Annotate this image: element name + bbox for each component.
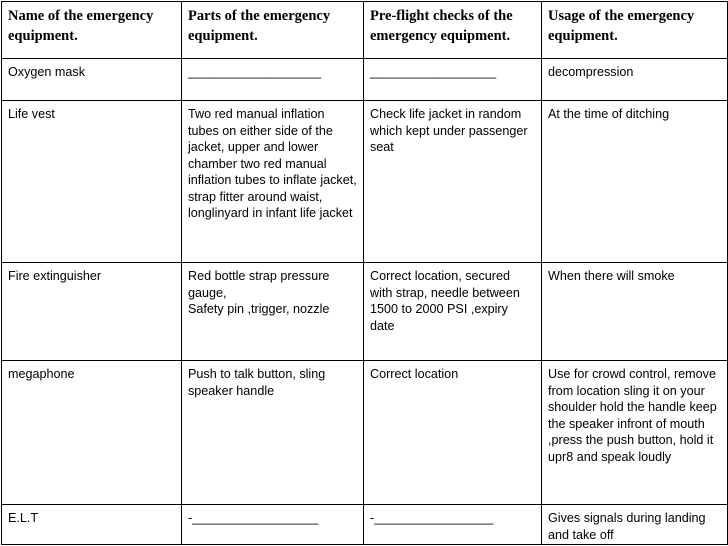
emergency-equipment-table bbox=[1, 1, 728, 545]
header-preflight-checks: Pre-flight checks of the emergency equipment. bbox=[364, 2, 542, 59]
header-equipment-usage: Usage of the emergency equipment. bbox=[542, 2, 728, 59]
cell-parts: ___________________ bbox=[182, 59, 364, 101]
table-row bbox=[2, 101, 728, 263]
cell-parts: -__________________ bbox=[182, 505, 364, 545]
cell-parts: Red bottle strap pressure gauge, Safety pin ,trigger, nozzle bbox=[182, 263, 364, 361]
cell-name: Life vest bbox=[2, 101, 182, 263]
header-equipment-parts: Parts of the emergency equipment. bbox=[182, 2, 364, 59]
table-row bbox=[2, 361, 728, 505]
cell-checks: Check life jacket in random which kept under passenger seat bbox=[364, 101, 542, 263]
cell-name: megaphone bbox=[2, 361, 182, 505]
header-equipment-name: Name of the emergency equipment. bbox=[2, 2, 182, 59]
cell-checks: Correct location, secured with strap, needle between 1500 to 2000 PSI ,expiry date bbox=[364, 263, 542, 361]
cell-checks: -_________________ bbox=[364, 505, 542, 545]
cell-usage: Gives signals during landing and take off bbox=[542, 505, 728, 545]
cell-parts: Two red manual inflation tubes on either side of the jacket, upper and lower chamber two red manual inflation tubes to inflate jacket, strap fitter around waist, longlinyard in infant life jacket bbox=[182, 101, 364, 263]
table-row bbox=[2, 505, 728, 545]
cell-name: E.L.T bbox=[2, 505, 182, 545]
cell-checks: Correct location bbox=[364, 361, 542, 505]
cell-name: Oxygen mask bbox=[2, 59, 182, 101]
cell-usage: decompression bbox=[542, 59, 728, 101]
cell-name: Fire extinguisher bbox=[2, 263, 182, 361]
table-row bbox=[2, 59, 728, 101]
cell-checks: __________________ bbox=[364, 59, 542, 101]
table-header-row bbox=[2, 2, 728, 59]
cell-usage: Use for crowd control, remove from location sling it on your shoulder hold the handle keep the speaker infront of mouth ,press the push button, hold it upr8 and speak loudly bbox=[542, 361, 728, 505]
cell-usage: At the time of ditching bbox=[542, 101, 728, 263]
cell-parts: Push to talk button, sling speaker handle bbox=[182, 361, 364, 505]
cell-usage: When there will smoke bbox=[542, 263, 728, 361]
table-row bbox=[2, 263, 728, 361]
